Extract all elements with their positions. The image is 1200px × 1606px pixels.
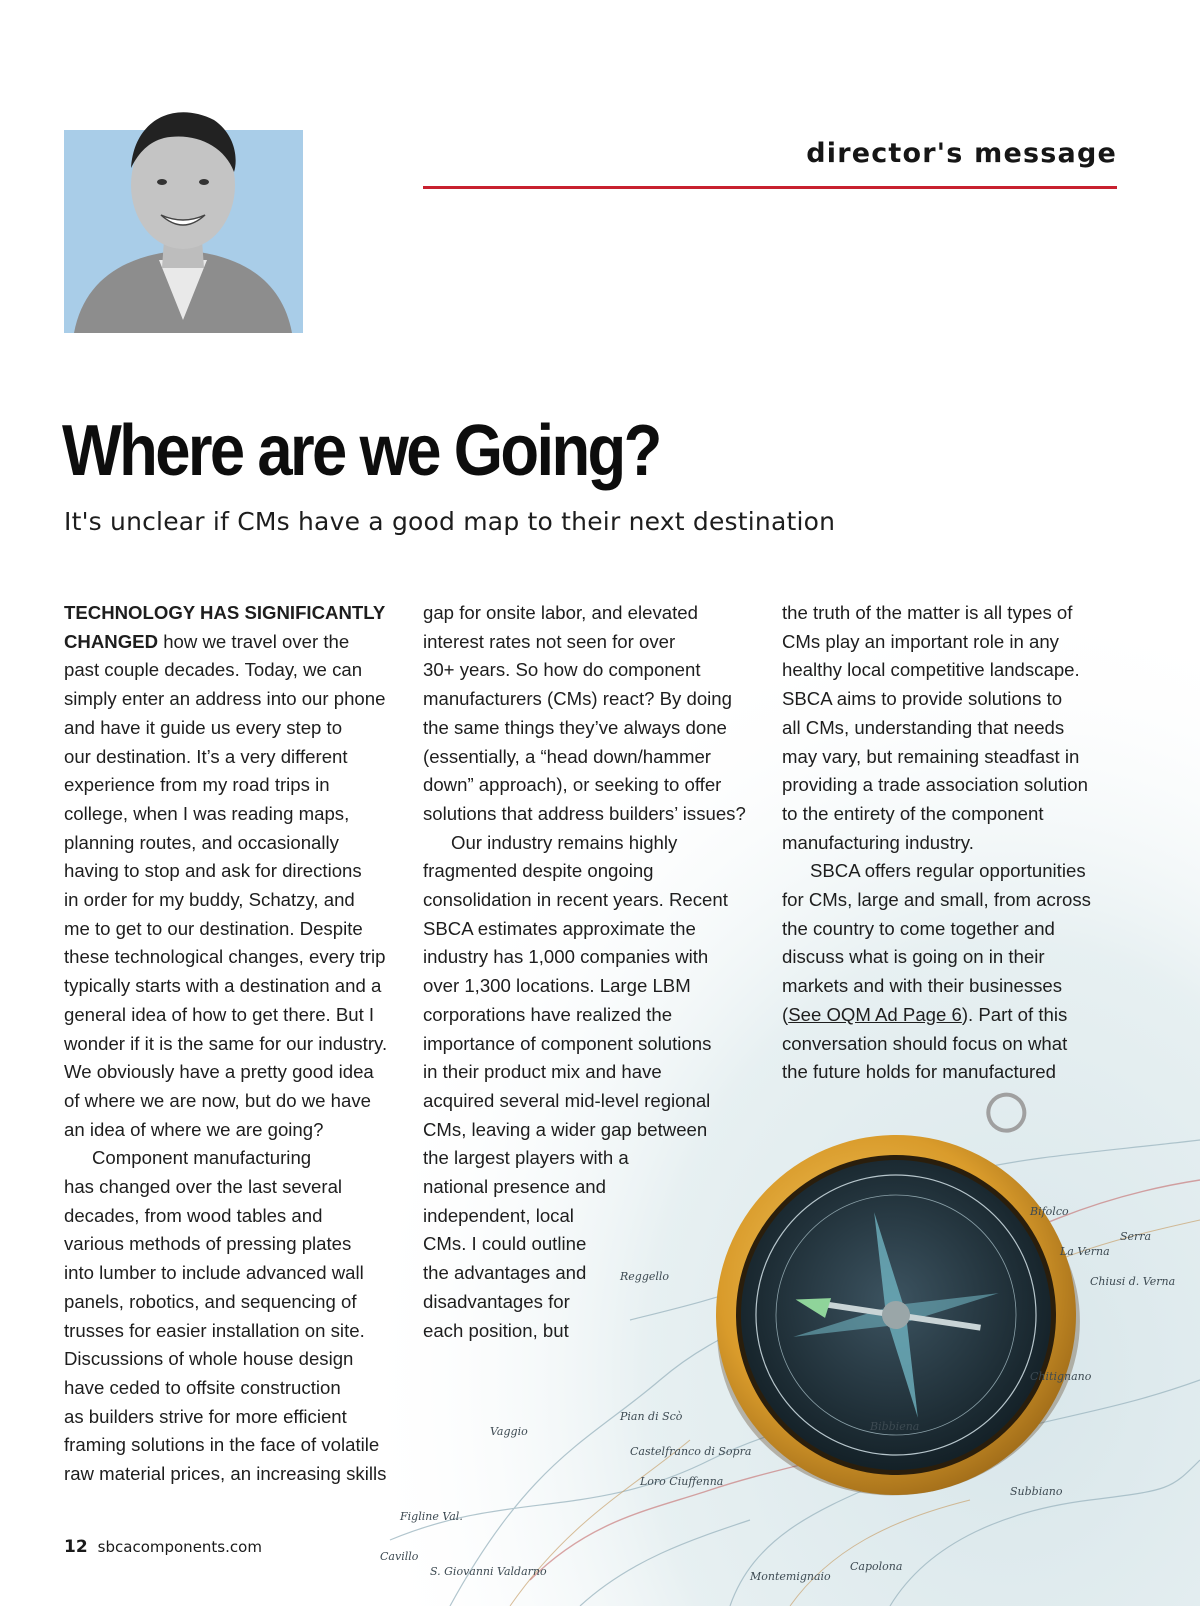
map-place-label: Bibbiena <box>870 1420 920 1433</box>
text-line: discuss what is going on in their <box>782 946 1045 968</box>
text-span: ). Part of this <box>961 1003 1068 1025</box>
text-line: of where we are now, but do we have <box>64 1089 371 1111</box>
text-line: national presence and <box>423 1176 606 1198</box>
text-line: our destination. It’s a very different <box>64 745 348 767</box>
map-place-label: S. Giovanni Valdarno <box>430 1565 547 1578</box>
ad-page-reference-link[interactable]: See OQM Ad Page 6 <box>788 1003 962 1025</box>
text-line: CMs. I could outline <box>423 1233 587 1255</box>
website-url: sbcacomponents.com <box>97 1538 262 1556</box>
text-line: solutions that address builders’ issues? <box>423 802 746 824</box>
text-line: 30+ years. So how do component <box>423 659 701 681</box>
section-label: director's message <box>806 138 1117 169</box>
text-line: Discussions of whole house design <box>64 1348 354 1370</box>
page-footer <box>64 1537 262 1557</box>
lead-in-line-2: CHANGED <box>64 630 159 652</box>
text-line: SBCA estimates approximate the <box>423 917 696 939</box>
text-line: all CMs, understanding that needs <box>782 716 1065 738</box>
text-line: simply enter an address into our phone <box>64 688 386 710</box>
map-place-label: Serra <box>1120 1230 1152 1243</box>
article-column-1 <box>64 599 409 1489</box>
article-subtitle: It's unclear if CMs have a good map to their next destination <box>64 507 836 536</box>
text-line: consolidation in recent years. Recent <box>423 889 728 911</box>
text-line: corporations have realized the <box>423 1003 673 1025</box>
text-line: has changed over the last several <box>64 1176 343 1198</box>
section-divider <box>423 186 1117 189</box>
map-place-label: Chitignano <box>1030 1370 1092 1383</box>
text-line: in order for my buddy, Schatzy, and <box>64 889 355 911</box>
text-line: the country to come together and <box>782 917 1055 939</box>
text-line: (essentially, a “head down/hammer <box>423 745 711 767</box>
text-line: SBCA aims to provide solutions to <box>782 688 1063 710</box>
text-line: me to get to our destination. Despite <box>64 917 363 939</box>
article-title: Where are we Going? <box>62 411 660 491</box>
map-place-label: Capolona <box>850 1560 903 1573</box>
text-line: We obviously have a pretty good idea <box>64 1061 374 1083</box>
text-span: how we travel over the <box>163 630 350 652</box>
text-line: industry has 1,000 companies with <box>423 946 709 968</box>
text-line: past couple decades. Today, we can <box>64 659 363 681</box>
text-line: framing solutions in the face of volatile <box>64 1434 380 1456</box>
map-place-label: Castelfranco di Sopra <box>630 1445 752 1458</box>
text-line: general idea of how to get there. But I <box>64 1003 375 1025</box>
map-place-label: Vaggio <box>490 1425 528 1438</box>
text-line: for CMs, large and small, from across <box>782 889 1091 911</box>
text-line: typically starts with a destination and a <box>64 975 382 997</box>
text-line: markets and with their businesses <box>782 975 1063 997</box>
map-place-label: Chiusi d. Verna <box>1090 1275 1176 1288</box>
text-line: CMs, leaving a wider gap between <box>423 1118 708 1140</box>
text-line: into lumber to include advanced wall <box>64 1262 364 1284</box>
text-line: various methods of pressing plates <box>64 1233 352 1255</box>
text-line: trusses for easier installation on site. <box>64 1319 365 1341</box>
text-line: manufacturing industry. <box>782 831 974 853</box>
text-line: the largest players with a <box>423 1147 629 1169</box>
text-line: disadvantages for <box>423 1290 570 1312</box>
map-place-label: Loro Ciuffenna <box>640 1475 724 1488</box>
text-line: to the entirety of the component <box>782 802 1044 824</box>
page-number: 12 <box>64 1537 88 1557</box>
article-column-2 <box>423 599 768 1345</box>
text-line: acquired several mid-level regional <box>423 1089 711 1111</box>
text-line: the advantages and <box>423 1262 587 1284</box>
text-line: having to stop and ask for directions <box>64 860 362 882</box>
text-line: conversation should focus on what <box>782 1032 1068 1054</box>
text-line: over 1,300 locations. Large LBM <box>423 975 691 997</box>
text-line: interest rates not seen for over <box>423 630 676 652</box>
text-line: college, when I was reading maps, <box>64 802 350 824</box>
text-line: wonder if it is the same for our industry. <box>64 1032 388 1054</box>
text-line: healthy local competitive landscape. <box>782 659 1080 681</box>
lead-in-line-1: TECHNOLOGY HAS SIGNIFICANTLY <box>64 602 386 623</box>
text-line: the same things they’ve always done <box>423 716 727 738</box>
text-line: and have it guide us every step to <box>64 716 343 738</box>
text-line: SBCA offers regular opportunities <box>810 860 1086 882</box>
text-line: the future holds for manufactured <box>782 1061 1056 1083</box>
text-line: fragmented despite ongoing <box>423 860 654 882</box>
text-line: manufacturers (CMs) react? By doing <box>423 688 732 710</box>
text-line: the truth of the matter is all types of <box>782 602 1073 623</box>
text-line: in their product mix and have <box>423 1061 662 1083</box>
map-place-label: Bifolco <box>1030 1205 1069 1218</box>
map-place-label: Figline Val. <box>400 1510 463 1523</box>
text-line: planning routes, and occasionally <box>64 831 339 853</box>
text-line: importance of component solutions <box>423 1032 712 1054</box>
text-line: CMs play an important role in any <box>782 630 1059 652</box>
author-portrait <box>64 90 303 333</box>
text-line: as builders strive for more efficient <box>64 1405 347 1427</box>
text-line: raw material prices, an increasing skills <box>64 1463 387 1485</box>
text-line: Our industry remains highly <box>451 831 678 853</box>
map-place-label: La Verna <box>1060 1245 1110 1258</box>
text-line: have ceded to offsite construction <box>64 1376 341 1398</box>
text-span: ( <box>782 1003 789 1025</box>
map-place-label: Reggello <box>620 1270 670 1283</box>
text-line: down” approach), or seeking to offer <box>423 774 722 796</box>
text-line: experience from my road trips in <box>64 774 330 796</box>
text-line: Component manufacturing <box>92 1147 312 1169</box>
text-line <box>782 1001 1127 1030</box>
text-line: decades, from wood tables and <box>64 1204 323 1226</box>
map-place-label: Subbiano <box>1010 1485 1063 1498</box>
text-line <box>64 628 409 657</box>
text-line: providing a trade association solution <box>782 774 1088 796</box>
map-place-label: Pian di Scò <box>620 1410 683 1423</box>
text-line: independent, local <box>423 1204 574 1226</box>
text-line: each position, but <box>423 1319 569 1341</box>
text-line: these technological changes, every trip <box>64 946 386 968</box>
text-line: an idea of where we are going? <box>64 1118 324 1140</box>
map-place-label: Montemignaio <box>750 1570 831 1583</box>
text-line: gap for onsite labor, and elevated <box>423 602 698 623</box>
map-place-label: Cavillo <box>380 1550 419 1563</box>
text-line: may vary, but remaining steadfast in <box>782 745 1080 767</box>
text-line: panels, robotics, and sequencing of <box>64 1290 357 1312</box>
article-column-3 <box>782 599 1127 1087</box>
